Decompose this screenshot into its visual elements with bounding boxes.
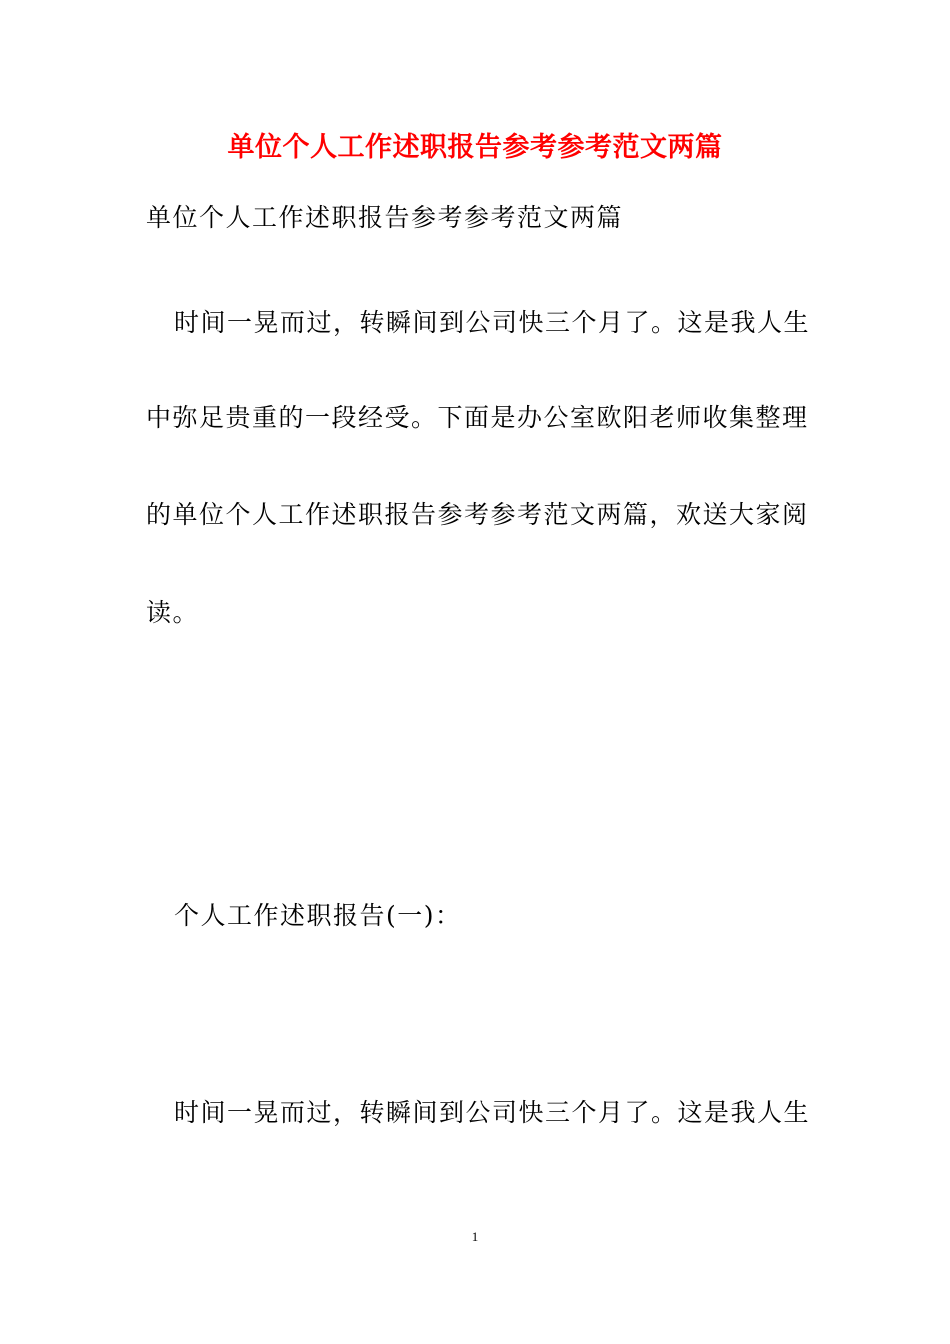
- intro-line-3: 的单位个人工作述职报告参考参考范文两篇，欢送大家阅: [146, 500, 809, 529]
- document-subtitle: 单位个人工作述职报告参考参考范文两篇: [146, 203, 624, 232]
- section-first-line: 时间一晃而过，转瞬间到公司快三个月了。这是我人生: [174, 1098, 811, 1127]
- intro-line-2: 中弥足贵重的一段经受。下面是办公室欧阳老师收集整理: [146, 403, 809, 432]
- intro-line-1: 时间一晃而过，转瞬间到公司快三个月了。这是我人生: [174, 308, 811, 337]
- document-title: 单位个人工作述职报告参考参考范文两篇: [227, 132, 723, 163]
- section-heading: 个人工作述职报告(一)：: [174, 901, 462, 930]
- intro-line-4: 读。: [146, 598, 200, 627]
- page-number: 1: [471, 1229, 479, 1244]
